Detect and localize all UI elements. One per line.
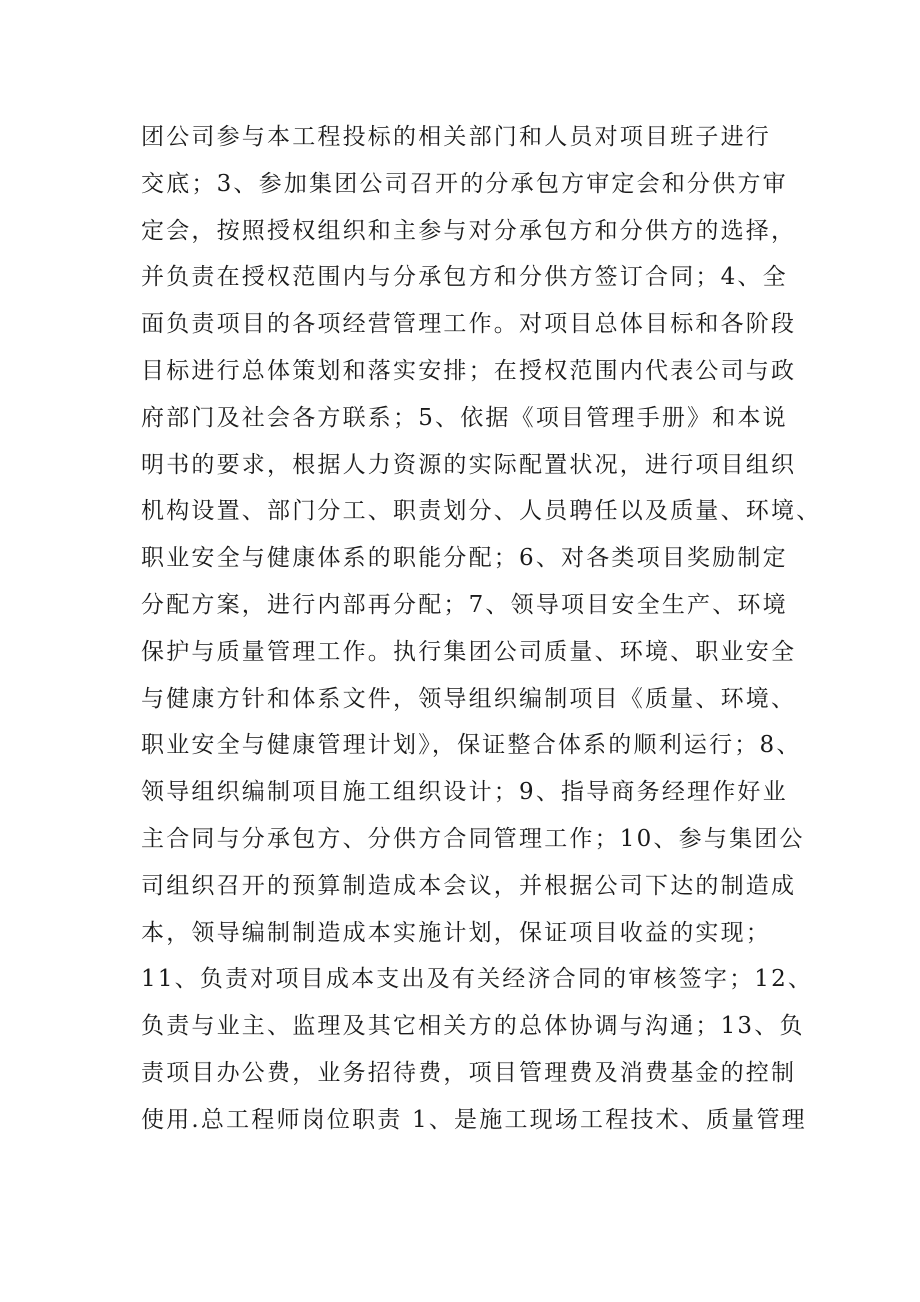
text-line: 保护与质量管理工作。执行集团公司质量、环境、职业安全: [141, 638, 797, 665]
text-line: 使用.总工程师岗位职责 1、是施工现场工程技术、质量管理: [141, 1106, 807, 1133]
text-line: 11、负责对项目成本支出及有关经济合同的审核签字；12、: [141, 966, 814, 993]
text-line: 司组织召开的预算制造成本会议，并根据公司下达的制造成: [141, 872, 797, 899]
text-line: 分配方案，进行内部再分配；7、领导项目安全生产、环境: [141, 591, 788, 618]
text-line: 面负责项目的各项经营管理工作。对项目总体目标和各阶段: [141, 311, 797, 338]
text-line: 团公司参与本工程投标的相关部门和人员对项目班子进行: [141, 124, 771, 150]
text-line: 目标进行总体策划和落实安排；在授权范围内代表公司与政: [141, 357, 797, 384]
text-line: 责项目办公费，业务招待费，项目管理费及消费基金的控制: [141, 1059, 797, 1086]
text-line: 与健康方针和体系文件，领导组织编制项目《质量、环境、: [141, 685, 797, 712]
text-line: 并负责在授权范围内与分承包方和分供方签订合同；4、全: [141, 264, 788, 291]
text-line: 职业安全与健康体系的职能分配；6、对各类项目奖励制定: [141, 545, 788, 572]
text-line: 机构设置、部门分工、职责划分、人员聘任以及质量、环境、: [141, 498, 822, 525]
text-line: 本，领导编制制造成本实施计划，保证项目收益的实现；: [141, 919, 771, 946]
text-line: 主合同与分承包方、分供方合同管理工作；10、参与集团公: [141, 825, 805, 852]
text-line: 府部门及社会各方联系；5、依据《项目管理手册》和本说: [141, 404, 788, 431]
text-line: 负责与业主、监理及其它相关方的总体协调与沟通；13、负: [141, 1013, 805, 1040]
text-line: 领导组织编制项目施工组织设计；9、指导商务经理作好业: [141, 779, 788, 806]
text-line: 交底；3、参加集团公司召开的分承包方审定会和分供方审: [141, 170, 788, 197]
body-text: [141, 114, 822, 1144]
text-line: 职业安全与健康管理计划》，保证整合体系的顺利运行；8、: [141, 732, 802, 759]
text-line: 明书的要求，根据人力资源的实际配置状况，进行项目组织: [141, 451, 797, 478]
text-line: 定会，按照授权组织和主参与对分承包方和分供方的选择，: [141, 217, 797, 244]
